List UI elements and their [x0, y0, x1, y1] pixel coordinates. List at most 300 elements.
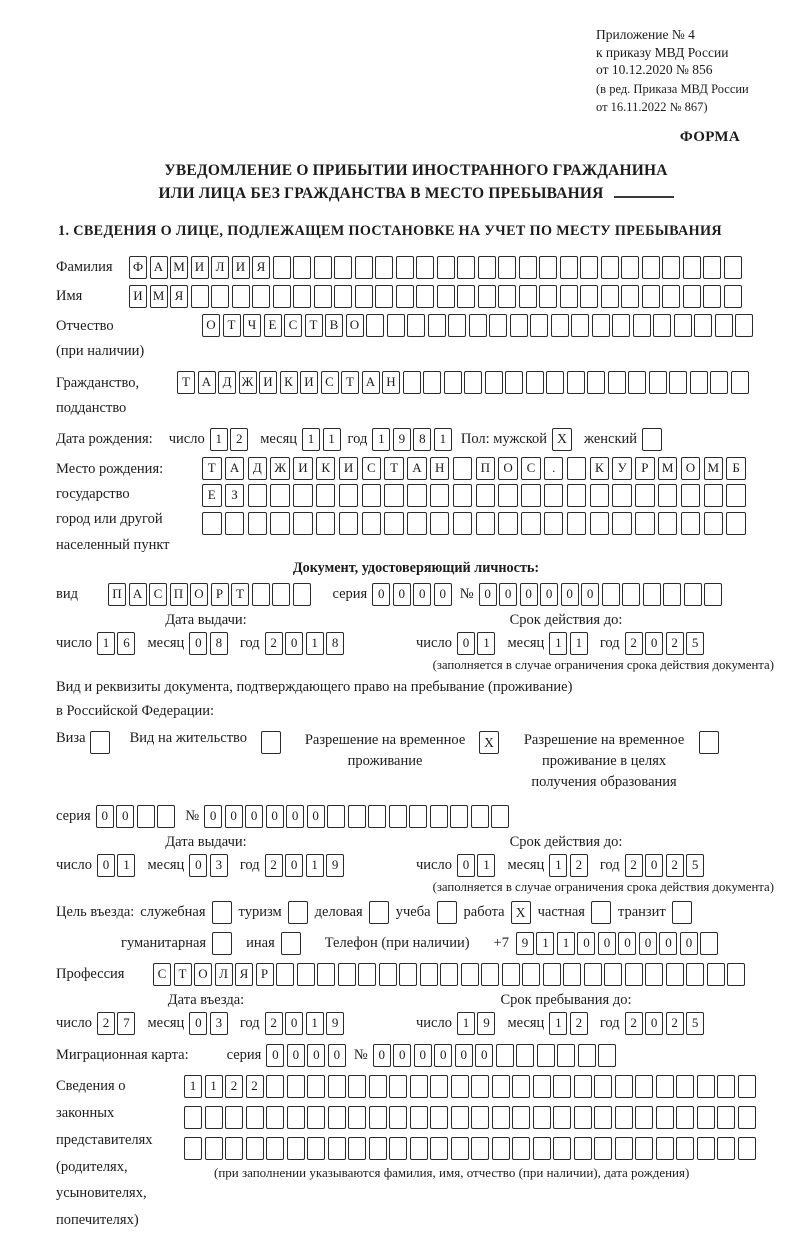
char-cell: Я — [235, 963, 253, 986]
char-cell — [453, 512, 473, 535]
char-cell — [293, 285, 311, 308]
char-cell: 0 — [520, 583, 538, 606]
representatives-block — [56, 1073, 776, 1234]
char-cell — [557, 1044, 575, 1067]
purpose-work-checkbox: X — [511, 901, 531, 924]
representatives-note: (при заполнении указываются фамилия, имя, отчество (при наличии), дата рождения) — [214, 1164, 690, 1180]
char-cell: 0 — [189, 632, 207, 655]
arrival-day-label: число — [56, 1015, 92, 1032]
citizenship-label-line1: Гражданство, — [56, 374, 140, 391]
patronymic-row — [56, 314, 776, 365]
char-cell — [544, 512, 564, 535]
char-cell — [430, 1075, 448, 1098]
citizenship-label — [56, 371, 177, 422]
char-cell — [461, 963, 479, 986]
char-cell — [578, 1044, 596, 1067]
issue-day-label: число — [56, 635, 92, 652]
char-cell — [502, 963, 520, 986]
char-cell — [498, 512, 518, 535]
purpose-transit-label: транзит — [617, 904, 666, 921]
birth-place-label-line1: Место рождения: — [56, 460, 164, 477]
char-cell — [273, 285, 291, 308]
char-cell: 9 — [516, 932, 534, 955]
char-cell — [266, 1137, 284, 1160]
purpose-label: Цель въезда: — [56, 904, 135, 921]
char-cell — [316, 484, 336, 507]
char-cell: И — [191, 256, 209, 279]
char-cell — [567, 512, 587, 535]
char-cell — [389, 1137, 407, 1160]
char-cell — [272, 583, 290, 606]
char-cell — [287, 1075, 305, 1098]
char-cell — [697, 1106, 715, 1129]
char-cell — [410, 1106, 428, 1129]
char-cell — [724, 285, 742, 308]
char-cell: 7 — [117, 1012, 135, 1035]
form-title-line2: ИЛИ ЛИЦА БЕЗ ГРАЖДАНСТВА В МЕСТО ПРЕБЫВАНИЯ — [158, 184, 604, 202]
residence-expiry-date — [416, 854, 776, 877]
migration-number-label: № — [353, 1047, 368, 1064]
residence-doc-line1: Вид и реквизиты документа, подтверждающего право на пребывание (проживание) — [56, 679, 573, 696]
char-cell: И — [259, 371, 277, 394]
char-cell — [202, 512, 222, 535]
char-cell — [694, 314, 712, 337]
char-cell — [704, 512, 724, 535]
char-cell — [492, 1106, 510, 1129]
char-cell: 0 — [645, 1012, 663, 1035]
purpose-work-label: работа — [463, 904, 505, 921]
temp-residence-edu-checkbox — [699, 731, 719, 754]
char-cell: 0 — [393, 583, 411, 606]
purpose-study-label: учеба — [395, 904, 431, 921]
char-cell — [248, 484, 268, 507]
char-cell — [662, 256, 680, 279]
char-cell — [205, 1106, 223, 1129]
char-cell — [522, 963, 540, 986]
gender-female-label: женский — [584, 430, 638, 447]
char-cell — [635, 512, 655, 535]
header-line-3: от 10.12.2020 № 856 — [596, 62, 713, 78]
char-cell — [355, 285, 373, 308]
char-cell: А — [362, 371, 380, 394]
representatives-cells-row3 — [184, 1137, 756, 1160]
char-cell: 9 — [326, 854, 344, 877]
representatives-cells-rows — [184, 1073, 756, 1181]
char-cell: И — [129, 285, 147, 308]
char-cell — [384, 512, 404, 535]
identity-issue-group — [56, 612, 416, 655]
char-cell — [369, 1137, 387, 1160]
expiry-year-label: год — [599, 635, 620, 652]
char-cell: П — [170, 583, 188, 606]
char-cell — [339, 512, 359, 535]
char-cell — [726, 484, 746, 507]
char-cell: Л — [215, 963, 233, 986]
char-cell — [348, 1137, 366, 1160]
birth-day-cells — [210, 428, 249, 451]
char-cell: Я — [252, 256, 270, 279]
char-cell: Р — [256, 963, 274, 986]
purpose-row — [56, 901, 776, 924]
char-cell: И — [293, 457, 313, 480]
profession-row — [56, 963, 776, 986]
char-cell — [496, 1044, 514, 1067]
char-cell: М — [150, 285, 168, 308]
char-cell — [717, 1106, 735, 1129]
char-cell — [396, 285, 414, 308]
char-cell: Д — [248, 457, 268, 480]
patronymic-label-line1: Отчество — [56, 318, 114, 335]
char-cell — [451, 1075, 469, 1098]
char-cell — [328, 1075, 346, 1098]
char-cell: 9 — [393, 428, 411, 451]
char-cell: 1 — [302, 428, 320, 451]
char-cell: 5 — [686, 854, 704, 877]
char-cell: 6 — [117, 632, 135, 655]
header-line-5: от 16.11.2022 № 867) — [596, 99, 708, 114]
char-cell — [225, 1137, 243, 1160]
char-cell — [731, 371, 749, 394]
char-cell — [430, 805, 448, 828]
char-cell: 1 — [323, 428, 341, 451]
char-cell — [270, 512, 290, 535]
char-cell: И — [300, 371, 318, 394]
char-cell — [674, 314, 692, 337]
char-cell — [469, 314, 487, 337]
char-cell — [276, 963, 294, 986]
residence-expiry-year-label: год — [599, 857, 620, 874]
char-cell: У — [612, 457, 632, 480]
char-cell — [563, 963, 581, 986]
char-cell: 0 — [116, 805, 134, 828]
char-cell — [656, 1075, 674, 1098]
char-cell — [580, 285, 598, 308]
char-cell: О — [202, 314, 220, 337]
char-cell — [297, 963, 315, 986]
char-cell — [530, 314, 548, 337]
profession-label: Профессия — [56, 966, 125, 983]
char-cell — [676, 1075, 694, 1098]
char-cell — [635, 1075, 653, 1098]
stay-day-label: число — [416, 1015, 452, 1032]
char-cell — [316, 512, 336, 535]
char-cell: К — [316, 457, 336, 480]
char-cell: 0 — [457, 632, 475, 655]
stay-year-label: год — [599, 1015, 620, 1032]
option-visa — [56, 730, 110, 754]
char-cell — [211, 285, 229, 308]
char-cell — [621, 256, 639, 279]
char-cell — [416, 256, 434, 279]
char-cell: З — [225, 484, 245, 507]
char-cell — [410, 1075, 428, 1098]
migration-series-label: серия — [226, 1047, 262, 1064]
char-cell: 8 — [210, 632, 228, 655]
arrival-heading: Дата въезда: — [167, 992, 245, 1009]
doc-series-cells — [372, 583, 452, 606]
char-cell — [252, 583, 270, 606]
char-cell: С — [521, 457, 541, 480]
char-cell: С — [362, 457, 382, 480]
char-cell — [553, 1075, 571, 1098]
purpose-official-label: служебная — [140, 904, 206, 921]
residence-expiry-heading: Срок действия до: — [509, 834, 623, 851]
char-cell — [645, 963, 663, 986]
char-cell: 2 — [570, 1012, 588, 1035]
char-cell — [621, 285, 639, 308]
char-cell: 0 — [618, 932, 636, 955]
char-cell: 0 — [499, 583, 517, 606]
char-cell — [225, 1106, 243, 1129]
char-cell: Ж — [239, 371, 257, 394]
purpose-official-checkbox — [212, 901, 232, 924]
char-cell — [184, 1137, 202, 1160]
char-cell — [594, 1075, 612, 1098]
char-cell — [293, 583, 311, 606]
citizenship-label-line2: подданство — [56, 400, 127, 417]
identity-expiry-heading: Срок действия до: — [509, 612, 623, 629]
char-cell — [574, 1106, 592, 1129]
char-cell — [448, 314, 466, 337]
char-cell — [403, 371, 421, 394]
birth-year-label: год — [347, 430, 368, 447]
char-cell — [574, 1137, 592, 1160]
birth-place-cells-row3 — [202, 512, 746, 535]
expiry-day-label: число — [416, 635, 452, 652]
char-cell — [601, 285, 619, 308]
char-cell — [697, 1137, 715, 1160]
char-cell — [590, 512, 610, 535]
char-cell — [270, 484, 290, 507]
char-cell: В — [325, 314, 343, 337]
char-cell — [539, 256, 557, 279]
char-cell — [521, 484, 541, 507]
char-cell: 0 — [225, 805, 243, 828]
char-cell: 0 — [266, 805, 284, 828]
char-cell — [423, 371, 441, 394]
char-cell: К — [590, 457, 610, 480]
char-cell — [379, 963, 397, 986]
char-cell — [521, 512, 541, 535]
char-cell — [553, 1137, 571, 1160]
char-cell — [348, 1075, 366, 1098]
char-cell: 2 — [666, 1012, 684, 1035]
residence-series-cells — [96, 805, 176, 828]
char-cell — [553, 1106, 571, 1129]
visa-checkbox — [90, 731, 110, 754]
migration-number-cells — [373, 1044, 617, 1067]
char-cell — [328, 1106, 346, 1129]
char-cell: 5 — [686, 632, 704, 655]
stay-until-date — [416, 1012, 776, 1035]
stay-until-heading: Срок пребывания до: — [500, 992, 632, 1009]
char-cell — [328, 1137, 346, 1160]
char-cell: 5 — [686, 1012, 704, 1035]
char-cell: 1 — [306, 854, 324, 877]
char-cell — [387, 314, 405, 337]
char-cell: 1 — [549, 632, 567, 655]
birth-place-label-line4: населенный пункт — [56, 536, 170, 553]
char-cell — [314, 256, 332, 279]
char-cell — [248, 512, 268, 535]
char-cell — [437, 285, 455, 308]
char-cell — [622, 583, 640, 606]
char-cell — [369, 1075, 387, 1098]
char-cell: 0 — [266, 1044, 284, 1067]
char-cell — [407, 484, 427, 507]
patronymic-label — [56, 314, 202, 365]
expiry-month-cells — [549, 632, 588, 655]
doc-number-cells — [479, 583, 723, 606]
name-cells — [129, 285, 742, 308]
char-cell: 0 — [475, 1044, 493, 1067]
char-cell — [464, 371, 482, 394]
char-cell: К — [280, 371, 298, 394]
identity-doc-row — [56, 583, 776, 606]
char-cell — [592, 314, 610, 337]
char-cell: 1 — [570, 632, 588, 655]
visa-label: Виза — [56, 730, 86, 747]
char-cell: Е — [264, 314, 282, 337]
char-cell — [358, 963, 376, 986]
char-cell: О — [681, 457, 701, 480]
char-cell — [656, 1106, 674, 1129]
stay-until-group — [416, 992, 776, 1035]
option-residence-permit — [130, 730, 281, 754]
char-cell: Ф — [129, 256, 147, 279]
header-line-1: Приложение № 4 — [596, 27, 695, 42]
char-cell — [457, 256, 475, 279]
form-label: ФОРМА — [679, 129, 740, 146]
char-cell: 2 — [666, 854, 684, 877]
char-cell — [498, 256, 516, 279]
char-cell: 0 — [189, 1012, 207, 1035]
char-cell — [615, 1137, 633, 1160]
char-cell — [710, 371, 728, 394]
char-cell: Р — [635, 457, 655, 480]
identity-doc-heading: Документ, удостоверяющий личность: — [292, 560, 540, 577]
char-cell — [410, 1137, 428, 1160]
char-cell: М — [170, 256, 188, 279]
representatives-label — [56, 1073, 184, 1234]
char-cell — [738, 1075, 756, 1098]
char-cell — [407, 314, 425, 337]
residence-number-cells — [204, 805, 509, 828]
name-row — [56, 285, 776, 308]
char-cell: 0 — [561, 583, 579, 606]
representatives-label-line6: попечителях) — [56, 1212, 139, 1229]
char-cell — [355, 256, 373, 279]
identity-issue-date — [56, 632, 416, 655]
char-cell — [635, 1106, 653, 1129]
arrival-date — [56, 1012, 416, 1035]
char-cell — [717, 1137, 735, 1160]
char-cell — [658, 484, 678, 507]
char-cell — [653, 314, 671, 337]
char-cell — [601, 256, 619, 279]
citizenship-row — [56, 371, 776, 422]
patronymic-cells — [202, 314, 753, 337]
char-cell — [184, 1106, 202, 1129]
char-cell — [453, 484, 473, 507]
char-cell: И — [232, 256, 250, 279]
purpose-humanitarian-checkbox — [212, 932, 232, 955]
char-cell: 1 — [434, 428, 452, 451]
char-cell: 1 — [210, 428, 228, 451]
migration-card-row — [56, 1044, 776, 1067]
char-cell: 0 — [393, 1044, 411, 1067]
char-cell — [409, 805, 427, 828]
residence-options-row — [56, 730, 776, 793]
char-cell: 0 — [328, 1044, 346, 1067]
char-cell — [727, 963, 745, 986]
char-cell — [317, 963, 335, 986]
residence-expiry-day-cells — [457, 854, 496, 877]
char-cell: 0 — [285, 1012, 303, 1035]
char-cell — [663, 583, 681, 606]
purpose-business-checkbox — [369, 901, 389, 924]
char-cell — [662, 285, 680, 308]
char-cell — [453, 457, 473, 480]
char-cell — [704, 583, 722, 606]
header-line-2: к приказу МВД России — [596, 44, 729, 60]
issue-year-label: год — [239, 635, 260, 652]
patronymic-label-line2: (при наличии) — [56, 343, 145, 360]
char-cell: 0 — [204, 805, 222, 828]
char-cell: 1 — [549, 854, 567, 877]
surname-cells — [129, 256, 742, 279]
residence-issue-group — [56, 834, 416, 877]
char-cell — [604, 963, 622, 986]
purpose-study-checkbox — [437, 901, 457, 924]
char-cell — [485, 371, 503, 394]
char-cell: Т — [231, 583, 249, 606]
char-cell — [516, 1044, 534, 1067]
char-cell — [457, 285, 475, 308]
char-cell: Н — [382, 371, 400, 394]
stay-year-cells — [625, 1012, 705, 1035]
char-cell — [293, 484, 313, 507]
phone-prefix: +7 — [493, 935, 509, 952]
gender-male-label: Пол: мужской — [460, 430, 548, 447]
char-cell — [339, 484, 359, 507]
char-cell — [451, 1137, 469, 1160]
residence-expiry-day-label: число — [416, 857, 452, 874]
temp-residence-label: Разрешение на временное проживание — [304, 732, 466, 770]
name-label: Имя — [56, 288, 83, 305]
purpose-private-checkbox — [591, 901, 611, 924]
char-cell — [420, 963, 438, 986]
arrival-day-cells — [97, 1012, 136, 1035]
residence-issue-date — [56, 854, 416, 877]
expiry-year-cells — [625, 632, 705, 655]
char-cell: 2 — [625, 854, 643, 877]
char-cell: А — [225, 457, 245, 480]
char-cell — [543, 963, 561, 986]
char-cell — [246, 1137, 264, 1160]
char-cell: 0 — [307, 805, 325, 828]
char-cell — [430, 1106, 448, 1129]
char-cell — [489, 314, 507, 337]
char-cell — [505, 371, 523, 394]
char-cell — [471, 805, 489, 828]
char-cell: 0 — [540, 583, 558, 606]
char-cell — [287, 1106, 305, 1129]
char-cell — [546, 371, 564, 394]
char-cell: Т — [223, 314, 241, 337]
form-title — [56, 160, 776, 205]
birth-day-label: число — [168, 430, 205, 447]
